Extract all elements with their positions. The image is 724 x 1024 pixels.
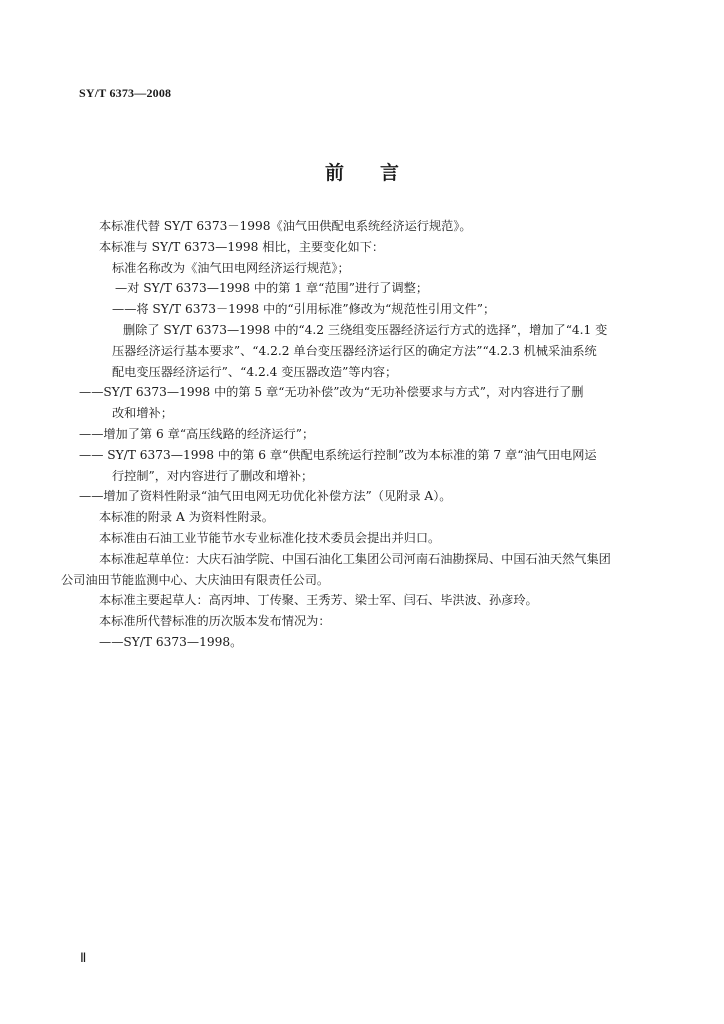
list-item-continuation: 改和增补；	[112, 406, 173, 421]
foreword-body	[61, 216, 639, 653]
paragraph-drafters: 本标准主要起草人：高丙坤、丁传聚、王秀芳、梁士军、闫石、毕洪波、孙彦玲。	[99, 593, 538, 608]
page-number: Ⅱ	[80, 950, 87, 965]
list-item: ——SY/T 6373—1998 中的第 5 章“无功补偿”改为“无功补偿要求与方式”，对内容进行了删	[79, 385, 584, 400]
list-item: ——SY/T 6373—1998。	[99, 634, 243, 649]
list-item: 删除了 SY/T 6373—1998 中的“4.2 三绕组变压器经济运行方式的选择”，增加了“4.1 变	[123, 322, 608, 337]
page-title	[0, 158, 724, 185]
paragraph-drafting-units-continuation: 公司油田节能监测中心、大庆油田有限责任公司。	[61, 572, 330, 587]
list-item: ——将 SY/T 6373－1998 中的“引用标准”修改为“规范性引用文件”；	[112, 302, 496, 317]
title-char-2: 言	[380, 162, 400, 184]
standard-code-header: SY/T 6373—2008	[79, 86, 172, 100]
list-item: ——增加了资料性附录“油气田电网无功优化补偿方法”（见附录 A）。	[79, 489, 452, 504]
paragraph-changes-intro: 本标准与 SY/T 6373—1998 相比，主要变化如下：	[99, 239, 385, 254]
title-char-1: 前	[324, 162, 344, 184]
list-item: 标准名称改为《油气田电网经济运行规范》；	[112, 260, 350, 275]
paragraph-drafting-units: 本标准起草单位：大庆石油学院、中国石油化工集团公司河南石油勘探局、中国石油天然气集团	[99, 551, 611, 566]
list-item: —— SY/T 6373—1998 中的第 6 章“供配电系统运行控制”改为本标准的第 7 章“油气田电网运	[79, 447, 597, 462]
list-item-continuation: 配电变压器经济运行”、“4.2.4 变压器改造”等内容；	[112, 364, 398, 379]
list-item: ——增加了第 6 章“高压线路的经济运行”；	[79, 426, 315, 441]
list-item-continuation: 压器经济运行基本要求”、“4.2.2 单台变压器经济运行区的确定方法”“4.2.3 机械采油系统	[112, 343, 597, 358]
list-item-continuation: 行控制”，对内容进行了删改和增补；	[112, 468, 314, 483]
paragraph-appendix: 本标准的附录 A 为资料性附录。	[99, 510, 274, 525]
list-item: —对 SY/T 6373—1998 中的第 1 章“范围”进行了调整；	[115, 281, 429, 296]
paragraph-history: 本标准所代替标准的历次版本发布情况为：	[99, 614, 331, 629]
paragraph-replacement: 本标准代替 SY/T 6373－1998《油气田供配电系统经济运行规范》。	[99, 219, 472, 233]
paragraph-proposer: 本标准由石油工业节能节水专业标准化技术委员会提出并归口。	[99, 530, 441, 545]
